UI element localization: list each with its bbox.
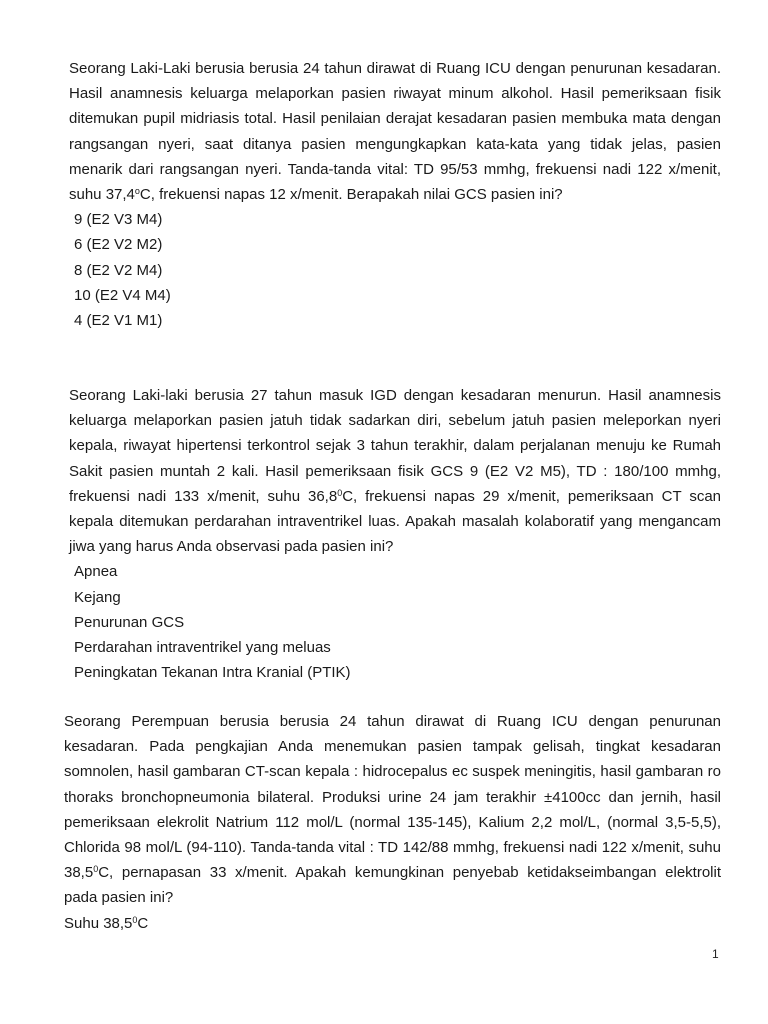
answer-options — [69, 559, 721, 685]
question-2 — [69, 383, 721, 685]
question-3 — [64, 709, 721, 936]
answer-text: C — [137, 914, 149, 932]
stem-text: C, frekuensi napas 12 x/menit. Berapakah nilai GCS pasien ini? — [139, 186, 563, 204]
stem-text: C, frekuensi napas 29 x/menit, pemeriksaan CT scan kepala ditemukan perdarahan intraventrikel luas. Apakah masalah kolaboratif yang mengancam jiwa yang harus Anda observasi pada pasien ini? — [69, 487, 721, 556]
degree-superscript: o — [134, 186, 140, 197]
option-a: Apnea — [74, 563, 118, 581]
degree-superscript: 0 — [93, 864, 99, 875]
stem-text: Seorang Perempuan berusia berusia 24 tahun dirawat di Ruang ICU dengan penurunan kesadaran. Pada pengkajian Anda menemukan pasien tampak gelisah, tingkat kesadaran somnolen, hasil gambaran CT-scan kepala : hidrocepalus ec suspek meningitis, hasil gambaran ro thoraks bronchopneumonia bilateral. Produksi urine 24 jam terakhir ±4100cc dan jernih, hasil pemeriksaan elekrolit Natrium 112 mol/L (normal 135-145), Kalium 2,2 mol/L, (normal 3,5-5,5), Chlorida 98 mol/L (94-110). Tanda-tanda vital : TD 142/88 mmhg, frekuensi nadi 122 x/menit, suhu 38,5 — [64, 713, 721, 882]
option-d: 10 (E2 V4 M4) — [74, 286, 171, 304]
stem-text: C, pernapasan 33 x/menit. Apakah kemungkinan penyebab ketidakseimbangan elektrolit pada pasien ini? — [64, 864, 721, 907]
option-c: 8 (E2 V2 M4) — [74, 261, 163, 279]
question-stem — [64, 709, 721, 911]
answer-option — [64, 911, 721, 936]
stem-text: Seorang Laki-laki berusia 27 tahun masuk IGD dengan kesadaran menurun. Hasil anamnesis keluarga melaporkan pasien jatuh tidak sadarkan diri, sebelum jatuh pasien meleporkan nyeri kepala, riwayat hipertensi terkontrol sejak 3 tahun terakhir, dalam perjalanan menuju ke Rumah Sakit pasien muntah 2 kali. Hasil pemeriksaan fisik GCS 9 (E2 V2 M5), TD : 180/100 mmhg, frekuensi nadi 133 x/menit, suhu 36,8 — [69, 387, 721, 505]
option-e: Peningkatan Tekanan Intra Kranial (PTIK) — [74, 664, 351, 682]
degree-superscript: 0 — [337, 487, 343, 498]
stem-text: Seorang Laki-Laki berusia berusia 24 tahun dirawat di Ruang ICU dengan penurunan kesadaran. Hasil anamnesis keluarga melaporkan pasien riwayat minum alkohol. Hasil pemeriksaan fisik ditemukan pupil midriasis total. Hasil penilaian derajat kesadaran pasien membuka mata dengan rangsangan nyeri, saat ditanya pasien mengungkapkan kata-kata yang tidak jelas, pasien menarik dari rangsangan nyeri. Tanda-tanda vital: TD 95/53 mmhg, frekuensi nadi 122 x/menit, suhu 37,4 — [69, 60, 721, 204]
page-number: 1 — [712, 947, 719, 961]
answer-text: Suhu 38,5 — [64, 914, 133, 932]
option-a: 9 (E2 V3 M4) — [74, 211, 163, 229]
question-1 — [69, 56, 721, 333]
question-stem — [69, 383, 721, 559]
answer-options — [69, 207, 721, 333]
degree-superscript: 0 — [132, 914, 138, 925]
option-c: Penurunan GCS — [74, 613, 185, 631]
option-b: Kejang — [74, 588, 121, 606]
option-b: 6 (E2 V2 M2) — [74, 236, 163, 254]
question-stem — [69, 56, 721, 207]
option-d: Perdarahan intraventrikel yang meluas — [74, 639, 331, 657]
option-e: 4 (E2 V1 M1) — [74, 312, 163, 330]
